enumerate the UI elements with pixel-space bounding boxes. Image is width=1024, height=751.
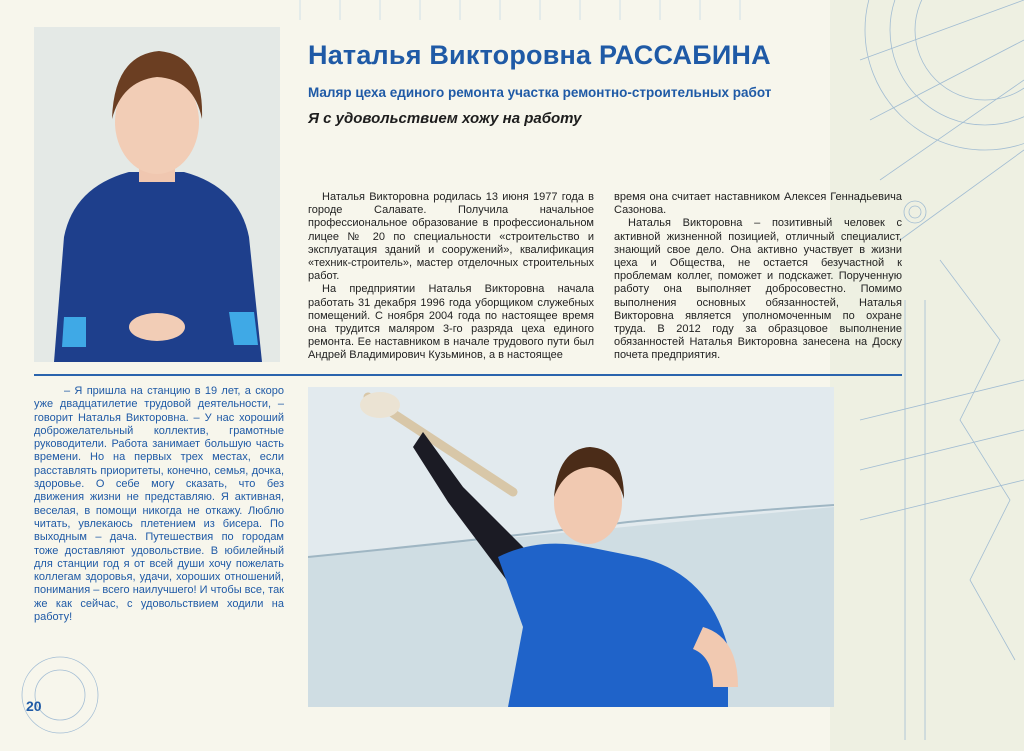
interview-quote [34,385,284,624]
biography-column-right [614,191,902,363]
portrait-photo [34,27,280,362]
bio-paragraph: время она считает наставником Алексея Геннадьевича Сазонова. [614,191,902,217]
bio-paragraph: Наталья Викторовна родилась 13 июня 1977 года в городе Салавате. Получила начальное профессиональное образование в профессиональном лицее № 20 по специальности «строительство и эксплуатация зданий и сооружений», квалификация «техник-строитель», мастер отделочных строительных работ. [308,191,594,283]
page-number: 20 [26,698,42,714]
section-divider [34,374,902,376]
bio-paragraph: На предприятии Наталья Викторовна начала работать 31 декабря 1996 года уборщиком служебных помещений. С ноября 2004 года по настоящее время она трудится маляром 3-го разряда цеха единого ремонта. Ее наставником в начале трудового пути был Андрей Владимирович Кузьминов, а в настоящее [308,283,594,362]
job-position: Маляр цеха единого ремонта участка ремонтно-строительных работ [308,85,772,100]
quote-text: – Я пришла на станцию в 19 лет, а скоро уже двадцатилетие трудовой деятельности, – говорит Наталья Викторовна. – У нас хороший доброжелательный коллектив, грамотные руководители. Работа занимает большую часть времени. Но на первых трех местах, если расставлять приоритеты, конечно, семья, дочка, здоровье. О себе могу сказать, что без движения жизни не представляю. Я активная, веселая, в помощи никогда не откажу. Люблю читать, увлекаюсь плетением из бисера. По выходным – дача. Путешествия по городам тоже доставляют удовольствие. В юбилейный для станции год я от всей души хочу пожелать коллегам здоровья, удачи, хороших отношений, понимания – всего наилучшего! И чтобы все, так же как сейчас, с удовольствием ходили на работу! [34,385,284,624]
painting-work-photo [308,387,834,707]
bio-paragraph: Наталья Викторовна – позитивный человек с активной жизненной позицией, отличный специалист, знающий свое дело. Она активно участвует в жизни цеха и Общества, не остается безучастной к проблемам коллег, поможет и подскажет. Порученную работу она выполняет добросовестно. Помимо выполнения основных обязанностей, Наталья Викторовна является уполномоченным по охране труда. В 2012 году за образцовое выполнение обязанностей Наталья Викторовна занесена на Доску почета предприятия. [614,217,902,362]
person-name: Наталья Викторовна РАССАБИНА [308,40,771,70]
quote-heading: Я с удовольствием хожу на работу [308,110,582,127]
biography-column-left [308,191,594,363]
